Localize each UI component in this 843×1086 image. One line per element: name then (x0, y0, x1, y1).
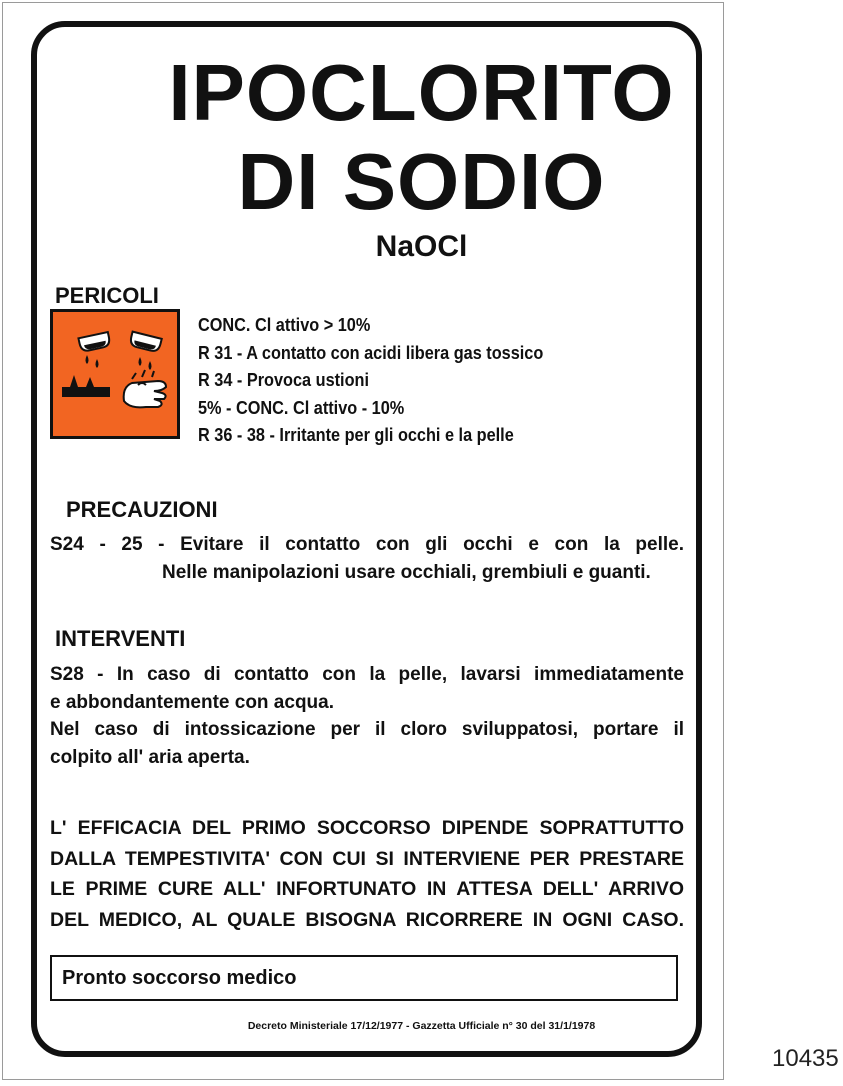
hazard-item: R 36 - 38 - Irritante per gli occhi e la pelle (198, 424, 514, 445)
hazard-item: 5% - CONC. Cl attivo - 10% (198, 396, 405, 418)
interventions-heading: INTERVENTI (55, 626, 186, 651)
medical-contact-box: Pronto soccorso medico (50, 955, 678, 1001)
title-line-1: IPOCLORITO (168, 48, 675, 137)
first-aid-notice (50, 813, 684, 935)
chemical-formula: NaOCl (375, 230, 468, 263)
notice-line: DEL MEDICO, AL QUALE BISOGNA RICORRERE IN OGNI CASO. (50, 908, 684, 931)
intervention-line: Nel caso di intossicazione per il cloro sviluppatosi, portare il (50, 719, 684, 740)
precautions-text (50, 531, 684, 586)
precautions-heading: PRECAUZIONI (66, 497, 218, 522)
hazard-item: R 34 - Provoca ustioni (198, 369, 369, 390)
precaution-line: S24 - 25 - Evitare il contatto con gli occhi e con la pelle. (50, 534, 684, 555)
intervention-line: colpito all' aria aperta. (50, 746, 250, 768)
intervention-line: e abbondantemente con acqua. (50, 691, 334, 713)
precaution-line: Nelle manipolazioni usare occhiali, grembiuli e guanti. (162, 561, 651, 583)
notice-line: L' EFFICACIA DEL PRIMO SOCCORSO DIPENDE SOPRATTUTTO (50, 817, 684, 839)
interventions-text (50, 661, 684, 771)
hazard-statements (198, 311, 543, 449)
title-line-2: DI SODIO (237, 137, 606, 226)
hazard-item: R 31 - A contatto con acidi libera gas tossico (198, 341, 544, 363)
hazard-item: CONC. Cl attivo > 10% (198, 314, 371, 335)
notice-line: DALLA TEMPESTIVITA' CON CUI SI INTERVIENE PER PRESTARE (50, 847, 684, 870)
product-code: 10435 (772, 1045, 839, 1072)
hazards-heading: PERICOLI (55, 283, 159, 308)
decree-reference: Decreto Ministeriale 17/12/1977 - Gazzetta Ufficiale n° 30 del 31/1/1978 (247, 1020, 596, 1032)
notice-line: LE PRIME CURE ALL' INFORTUNATO IN ATTESA DELL' ARRIVO (50, 878, 684, 900)
intervention-line: S28 - In caso di contatto con la pelle, lavarsi immediatamente (50, 664, 684, 685)
corrosive-hazard-icon (50, 309, 180, 439)
